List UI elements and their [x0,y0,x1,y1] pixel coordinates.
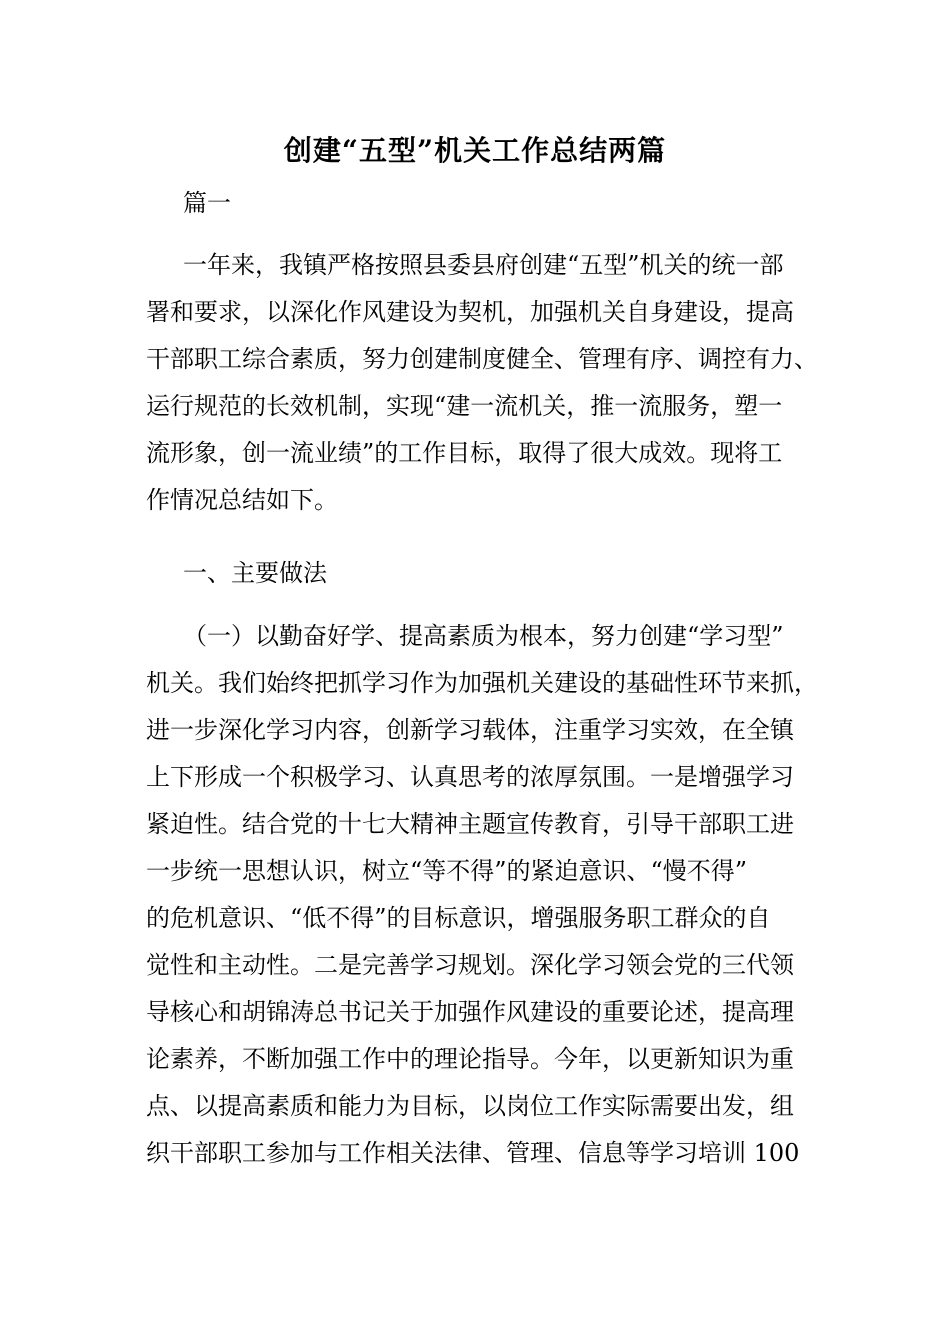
paragraph-2-line-4: 上下形成一个积极学习、认真思考的浓厚氛围。一是增强学习 [146,763,794,791]
paragraph-2-line-2: 机关。我们始终把抓学习作为加强机关建设的基础性环节来抓， [146,669,818,697]
paragraph-2-line-7: 的危机意识、“低不得”的目标意识，增强服务职工群众的自 [146,904,771,932]
paragraph-2-line-9: 导核心和胡锦涛总书记关于加强作风建设的重要论述，提高理 [146,998,794,1026]
section-heading: 一、主要做法 [183,559,327,587]
paragraph-1-line-2: 署和要求，以深化作风建设为契机，加强机关自身建设，提高 [146,298,794,326]
paragraph-1-line-6: 作情况总结如下。 [146,486,338,514]
paragraph-2-line-11: 点、以提高素质和能力为目标，以岗位工作实际需要出发，组 [146,1092,794,1120]
paragraph-2-line-5: 紧迫性。结合党的十七大精神主题宣传教育，引导干部职工进 [146,810,794,838]
paragraph-1-line-3: 干部职工综合素质，努力创建制度健全、管理有序、调控有力、 [146,345,818,373]
paragraph-1-line-5: 流形象，创一流业绩”的工作目标，取得了很大成效。现将工 [146,439,783,467]
paragraph-2-line-12: 织干部职工参加与工作相关法律、管理、信息等学习培训 100 [146,1139,800,1167]
paragraph-2-line-10: 论素养，不断加强工作中的理论指导。今年，以更新知识为重 [146,1045,794,1073]
part-label: 篇一 [183,189,231,217]
paragraph-2-line-6: 一步统一思想认识，树立“等不得”的紧迫意识、“慢不得” [146,857,748,885]
paragraph-1-line-1: 一年来，我镇严格按照县委县府创建“五型”机关的统一部 [183,251,784,279]
paragraph-2-line-1: （一）以勤奋好学、提高素质为根本，努力创建“学习型” [183,622,784,650]
paragraph-2-line-8: 觉性和主动性。二是完善学习规划。深化学习领会党的三代领 [146,951,794,979]
document-title: 创建“五型”机关工作总结两篇 [283,134,667,167]
paragraph-2-line-3: 进一步深化学习内容，创新学习载体，注重学习实效，在全镇 [146,716,794,744]
paragraph-1-line-4: 运行规范的长效机制，实现“建一流机关，推一流服务，塑一 [146,392,783,420]
